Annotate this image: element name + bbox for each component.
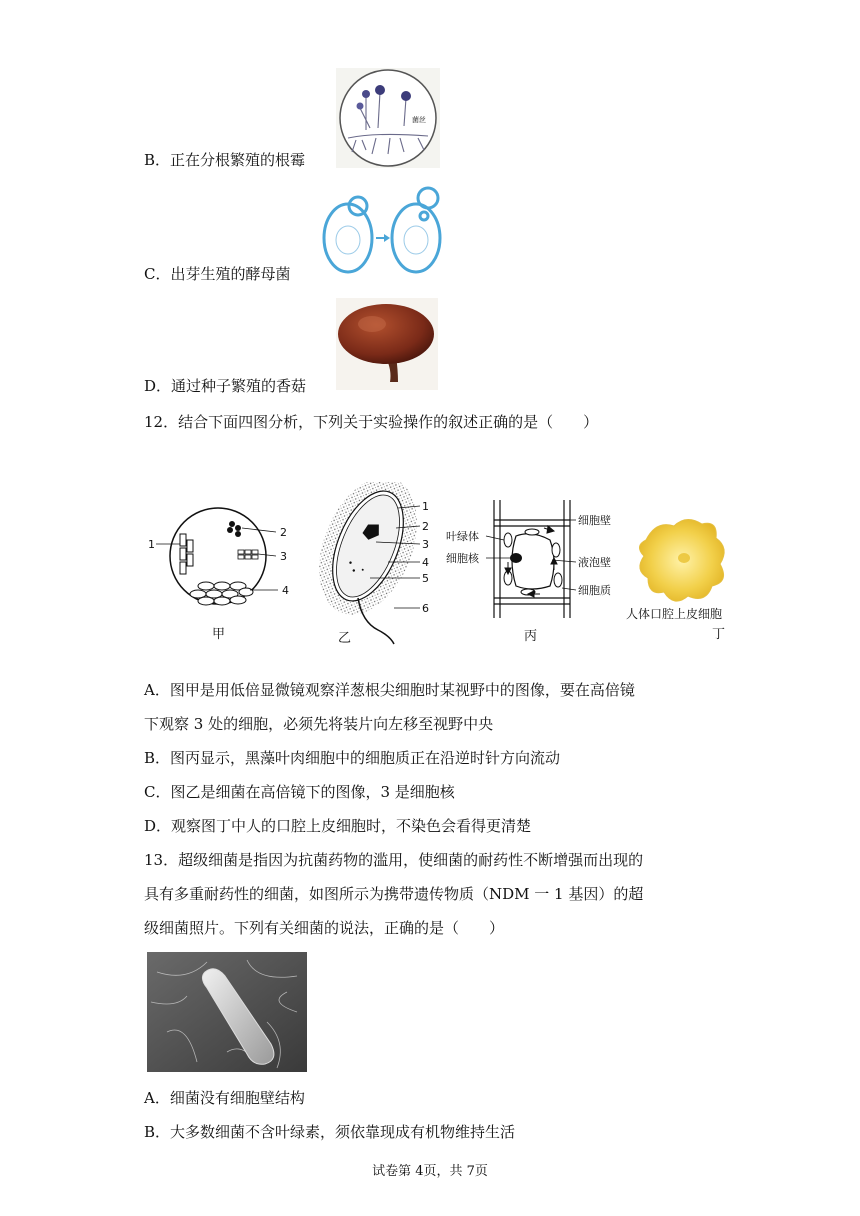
jia-label-4: 4	[282, 584, 289, 597]
q13-stem-line3: 级细菌照片。下列有关细菌的说法，正确的是（ ）	[144, 919, 505, 937]
bing-label-cytoplasm: 细胞质	[578, 584, 611, 597]
rhizopus-hyphae-label: 菌丝	[412, 116, 426, 124]
jia-label-2: 2	[280, 526, 287, 539]
page-footer: 试卷第 4页，共 7页	[372, 1164, 488, 1179]
q13-stem-line2: 具有多重耐药性的细菌，如图所示为携带遗传物质（NDM 一 1 基因）的超	[144, 885, 644, 903]
q12-option-a-line1: A．图甲是用低倍显微镜观察洋葱根尖细胞时某视野中的图像，要在高倍镜	[144, 681, 635, 699]
ding-label: 人体口腔上皮细胞	[626, 607, 723, 621]
yi-label-4: 4	[422, 556, 429, 569]
q12-stem: 12．结合下面四图分析，下列关于实验操作的叙述正确的是（ ）	[144, 413, 599, 431]
figure-bing	[446, 500, 626, 646]
rhizopus-figure	[336, 68, 440, 168]
q11-option-d: D．通过种子繁殖的香菇	[144, 377, 307, 395]
yi-label-5: 5	[422, 572, 429, 585]
bing-label-cell-wall: 细胞壁	[578, 514, 611, 527]
q12-option-d: D．观察图丁中人的口腔上皮细胞时，不染色会看得更清楚	[144, 817, 532, 835]
yi-caption: 乙	[338, 631, 352, 646]
figure-yi	[298, 482, 438, 646]
yi-label-6: 6	[422, 602, 429, 615]
jia-label-1: 1	[148, 538, 155, 551]
ding-caption: 丁	[712, 627, 726, 642]
yeast-figure	[320, 180, 448, 280]
superbug-photo	[147, 952, 307, 1072]
q13-stem-line1: 13．超级细菌是指因为抗菌药物的滥用，使细菌的耐药性不断增强而出现的	[144, 851, 644, 869]
q12-option-a-line2: 下观察 3 处的细胞，必须先将装片向左移至视野中央	[144, 715, 494, 733]
q11-option-c: C．出芽生殖的酵母菌	[144, 265, 291, 283]
jia-label-3: 3	[280, 550, 287, 563]
q12-option-c: C．图乙是细菌在高倍镜下的图像，3 是细胞核	[144, 783, 455, 801]
yi-label-2: 2	[422, 520, 429, 533]
yi-label-3: 3	[422, 538, 429, 551]
bing-label-vacuole-wall: 液泡壁	[578, 556, 611, 569]
q13-option-b: B．大多数细菌不含叶绿素，须依靠现成有机物维持生活	[144, 1123, 516, 1141]
bing-label-chloroplast: 叶绿体	[446, 530, 479, 543]
q13-option-a: A．细菌没有细胞壁结构	[144, 1089, 305, 1107]
figure-ding	[626, 512, 744, 644]
q12-option-b: B．图丙显示，黑藻叶肉细胞中的细胞质正在沿逆时针方向流动	[144, 749, 561, 767]
shiitake-figure	[336, 298, 438, 390]
bing-label-nucleus: 细胞核	[446, 552, 479, 565]
q11-option-b: B．正在分根繁殖的根霉	[144, 151, 306, 169]
figure-jia	[146, 504, 296, 644]
yi-label-1: 1	[422, 500, 429, 513]
bing-caption: 丙	[524, 629, 538, 644]
jia-caption: 甲	[212, 627, 226, 642]
